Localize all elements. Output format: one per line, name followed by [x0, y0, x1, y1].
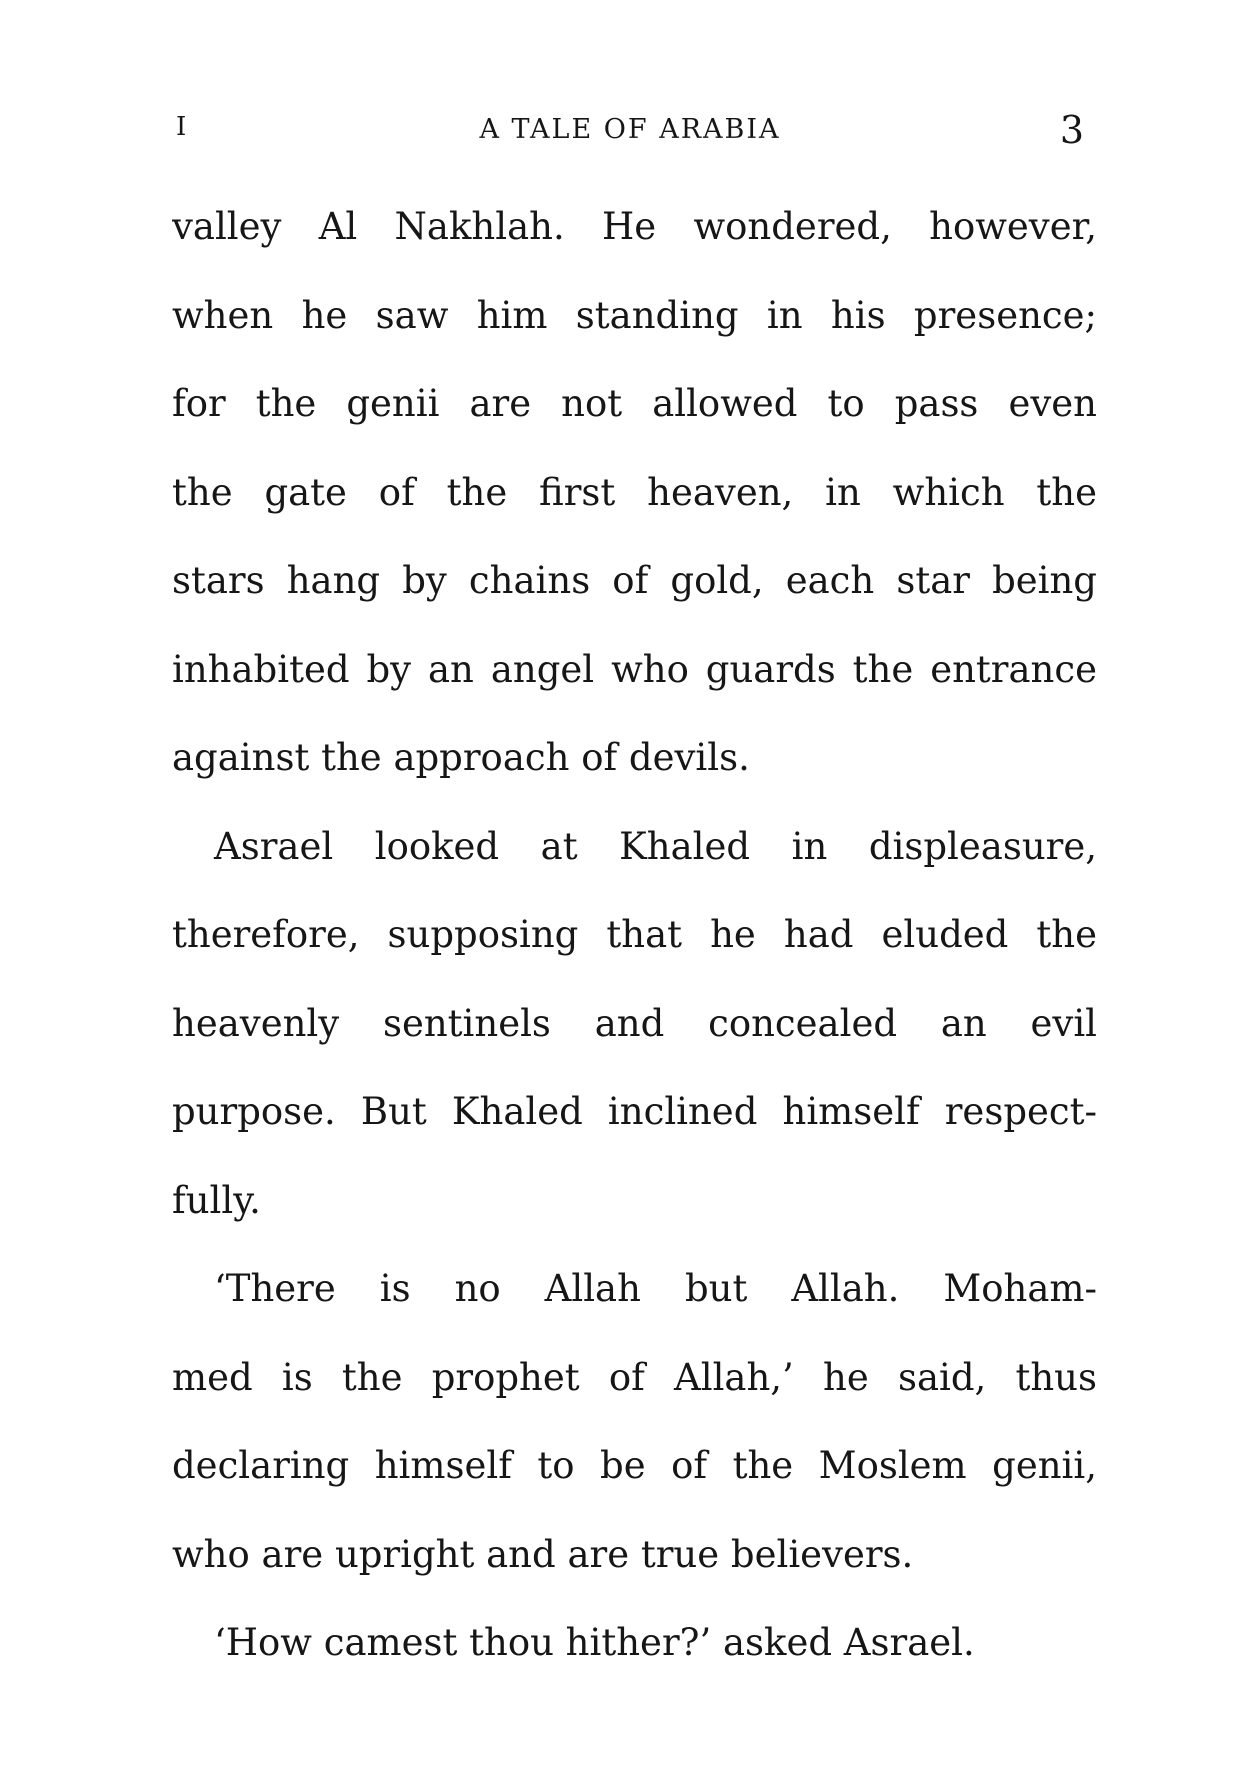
text-line: fully. [172, 1178, 261, 1222]
running-head [170, 108, 1090, 152]
body-text [172, 198, 1097, 1703]
text-line: ‘How camest thou hither?’ asked Asrael. [214, 1621, 975, 1664]
text-line: heavenly sentinels and concealed an evil [172, 1001, 1097, 1045]
text-line: purpose. But Khaled inclined himself respect- [172, 1090, 1097, 1133]
book-title: A TALE OF ARABIA [479, 114, 781, 145]
text-line: stars hang by chains of gold, each star being [172, 559, 1097, 602]
text-line: against the approach of devils. [172, 736, 750, 779]
chapter-numeral: I [176, 112, 187, 142]
text-line: declaring himself to be of the Moslem genii, [172, 1444, 1097, 1487]
text-line: Asrael looked at Khaled in displeasure, [214, 824, 1097, 868]
text-line: who are upright and are true believers. [172, 1532, 914, 1576]
text-line: valley Al Nakhlah. He wondered, however, [172, 205, 1097, 248]
text-line: the gate of the first heaven, in which the [172, 470, 1097, 514]
page-number: 3 [1059, 108, 1084, 152]
text-line: for the genii are not allowed to pass even [172, 382, 1097, 425]
text-line: inhabited by an angel who guards the entrance [172, 647, 1097, 691]
text-line: when he saw him standing in his presence; [172, 293, 1097, 337]
text-line: med is the prophet of Allah,’ he said, thus [172, 1355, 1097, 1399]
text-line: ‘There is no Allah but Allah. Moham- [214, 1267, 1097, 1310]
text-line: therefore, supposing that he had eluded the [172, 913, 1097, 956]
